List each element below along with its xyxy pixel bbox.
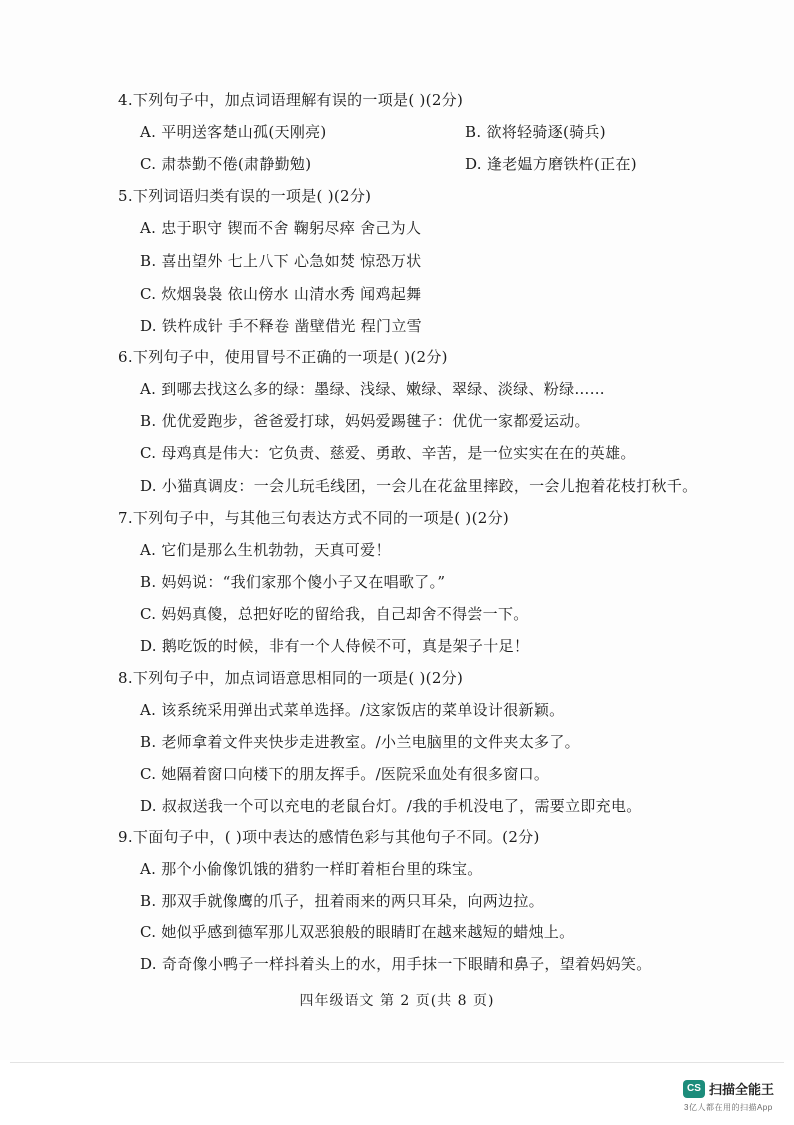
question-8-option-d: D. 叔叔送我一个可以充电的老鼠台灯。/我的手机没电了，需要立即充电。 xyxy=(140,797,642,815)
question-7-option-b: B. 妈妈说：“我们家那个傻小子又在唱歌了。” xyxy=(140,573,446,591)
question-6-stem: 6.下列句子中，使用冒号不正确的一项是( )(2分) xyxy=(118,348,448,366)
page-footer: 四年级语文 第 2 页(共 8 页) xyxy=(299,993,495,1009)
question-6-option-d: D. 小猫真调皮：一会儿玩毛线团，一会儿在花盆里摔跤，一会儿抱着花枝打秋千。 xyxy=(140,477,698,495)
camscanner-logo-icon: CS xyxy=(683,1080,705,1098)
camscanner-watermark xyxy=(683,1079,774,1098)
question-5-stem: 5.下列词语归类有误的一项是( )(2分) xyxy=(118,187,372,205)
question-4-option-a: A. 平明送客楚山孤(天刚亮) xyxy=(140,123,327,141)
question-9-option-d: D. 奇奇像小鸭子一样抖着头上的水，用手抹一下眼睛和鼻子，望着妈妈笑。 xyxy=(140,955,652,973)
camscanner-name: 扫描全能王 xyxy=(709,1082,775,1097)
question-8-stem: 8.下列句子中，加点词语意思相同的一项是( )(2分) xyxy=(118,669,464,687)
question-4-stem: 4.下列句子中，加点词语理解有误的一项是( )(2分) xyxy=(118,91,464,109)
question-8-option-a: A. 该系统采用弹出式菜单选择。/这家饭店的菜单设计很新颖。 xyxy=(140,701,565,719)
question-5-option-d: D. 铁杵成针 手不释卷 凿壁借光 程门立雪 xyxy=(140,317,422,335)
question-5-option-a: A. 忠于职守 锲而不舍 鞠躬尽瘁 舍己为人 xyxy=(140,219,422,237)
question-8-option-c: C. 她隔着窗口向楼下的朋友挥手。/医院采血处有很多窗口。 xyxy=(140,765,550,783)
question-8-option-b: B. 老师拿着文件夹快步走进教室。/小兰电脑里的文件夹太多了。 xyxy=(140,733,580,751)
question-4-option-b: B. 欲将轻骑逐(骑兵) xyxy=(465,123,606,141)
camscanner-tagline: 3亿人都在用的扫描App xyxy=(684,1103,773,1112)
question-7-option-c: C. 妈妈真傻，总把好吃的留给我，自己却舍不得尝一下。 xyxy=(140,605,529,623)
question-7-stem: 7.下列句子中，与其他三句表达方式不同的一项是( )(2分) xyxy=(118,509,510,527)
question-6-option-c: C. 母鸡真是伟大：它负责、慈爱、勇敢、辛苦，是一位实实在在的英雄。 xyxy=(140,444,636,462)
question-4-option-d: D. 逢老媪方磨铁杵(正在) xyxy=(465,155,637,173)
question-7-option-a: A. 它们是那么生机勃勃，天真可爱！ xyxy=(140,541,391,559)
page-divider xyxy=(10,1062,784,1063)
question-9-option-a: A. 那个小偷像饥饿的猎豹一样盯着柜台里的珠宝。 xyxy=(140,860,483,878)
question-9-stem: 9.下面句子中，( )项中表达的感情色彩与其他句子不同。(2分) xyxy=(118,828,540,846)
question-5-option-c: C. 炊烟袅袅 依山傍水 山清水秀 闻鸡起舞 xyxy=(140,285,422,303)
question-9-option-b: B. 那双手就像鹰的爪子，扭着雨来的两只耳朵，向两边拉。 xyxy=(140,892,544,910)
question-9-option-c: C. 她似乎感到德军那儿双恶狼般的眼睛盯在越来越短的蜡烛上。 xyxy=(140,923,575,941)
question-6-option-a: A. 到哪去找这么多的绿：墨绿、浅绿、嫩绿、翠绿、淡绿、粉绿…… xyxy=(140,380,605,398)
question-4-option-c: C. 肃恭勤不倦(肃静勤勉) xyxy=(140,155,312,173)
question-5-option-b: B. 喜出望外 七上八下 心急如焚 惊恐万状 xyxy=(140,252,422,270)
question-6-option-b: B. 优优爱跑步，爸爸爱打球，妈妈爱踢毽子：优优一家都爱运动。 xyxy=(140,412,590,430)
question-7-option-d: D. 鹅吃饭的时候，非有一个人侍候不可，真是架子十足！ xyxy=(140,637,530,655)
